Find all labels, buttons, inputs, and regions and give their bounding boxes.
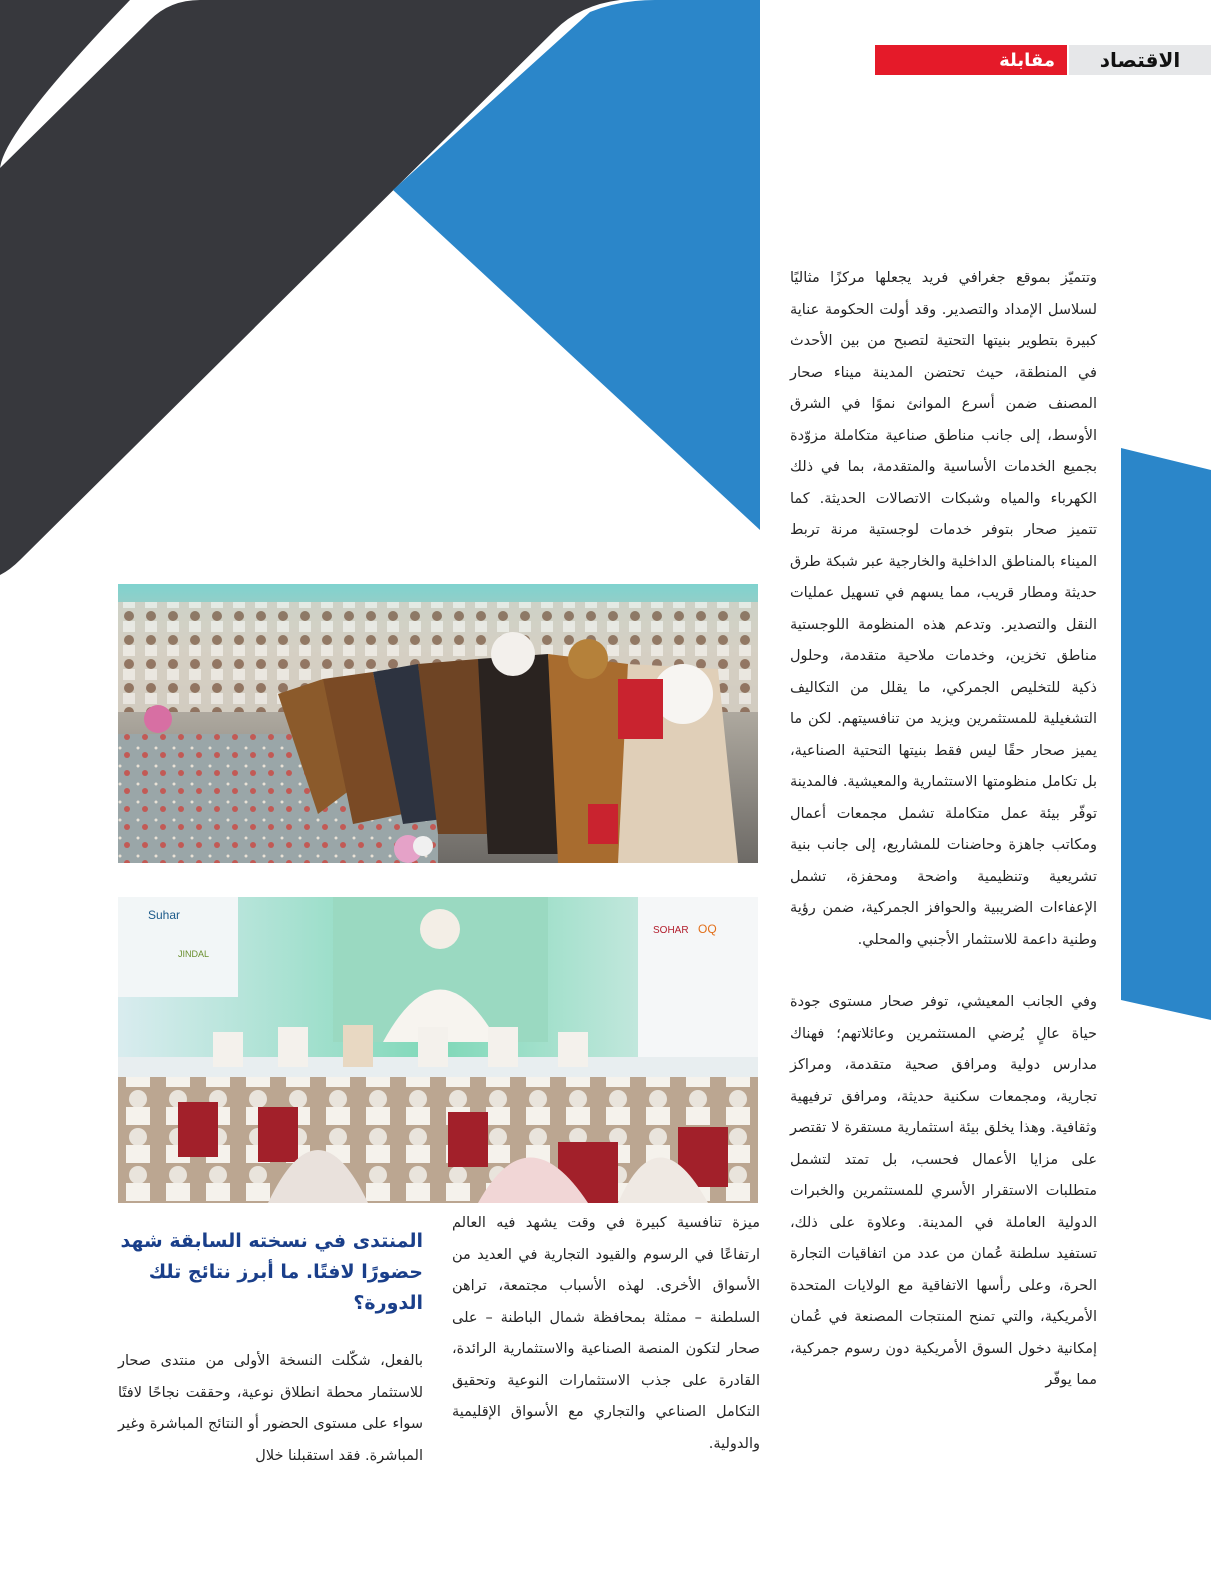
stage-screen-brand: Suhar <box>148 908 181 922</box>
right-column <box>790 263 1097 1428</box>
panel-photo <box>118 897 758 1203</box>
page-header <box>875 45 1211 75</box>
dark-chevron-band-main <box>0 0 620 575</box>
right-paragraph-1: وتتميّز بموقع جغرافي فريد يجعلها مركزًا مثاليًا لسلاسل الإمداد والتصدير. وقد أولت الحكومة عناية كبيرة بتطوير بنيتها التحتية لتصبح من بين الأحدث في المنطقة، حيث تحتضن المدينة ميناء صحار المصنف ضمن أسرع الموانئ نموًا في الشرق الأوسط، إلى جانب مناطق صناعية متكاملة مزوّدة بجميع الخدمات الأساسية والمتقدمة، بما في ذلك الكهرباء والمياه وشبكات الاتصالات الحديثة. كما تتميز صحار بتوفر خدمات لوجستية مرنة تربط الميناء بالمناطق الداخلية والخارجية عبر شبكة طرق حديثة ومطار قريب، مما يسهم في تسهيل عمليات النقل والتصدير. وتدعم هذه المنظومة اللوجستية مناطق تخزين، وخدمات ملاحية متقدمة، وحلول ذكية للتخليص الجمركي، ما يقلل من التكاليف التشغيلية للمستثمرين ويزيد من تنافسيتهم. لكن ما يميز صحار حقًا ليس فقط بنيتها التحتية الصناعية، بل تكامل منظومتها الاستثمارية والمعيشية. فالمدينة توفّر بيئة عمل متكاملة تشمل مجمعات أعمال ومكاتب جاهزة وحاضنات للمشاريع، إلى جانب بنية تشريعية وتنظيمية واضحة ومحفزة، تشمل الإعفاءات الضريبية والحوافز الجمركية، ضمن رؤية وطنية داعمة للاستثمار الأجنبي والمحلي. <box>790 270 1097 948</box>
blue-band <box>393 0 760 530</box>
middle-paragraph: ميزة تنافسية كبيرة في وقت يشهد فيه العالم ارتفاعًا في الرسوم والقيود التجارية في العديد من الأسواق الأخرى. لهذه الأسباب مجتمعة، تراهن السلطنة – ممثلة بمحافظة شمال الباطنة – على صحار لتكون المنصة الصناعية والاستثمارية الرائدة، القادرة على جذب الاستثمارات النوعية وتحقيق التكامل الصناعي والتجاري مع الأسواق الإقليمية والدولية. <box>452 1215 760 1452</box>
dark-chevron-band <box>0 0 130 170</box>
answer-paragraph: بالفعل، شكّلت النسخة الأولى من منتدى صحار للاستثمار محطة انطلاق نوعية، وحققت نجاحًا لافتًا سواء على مستوى الحضور أو النتائج المباشرة وغير المباشرة. فقد استقبلنا خلال <box>118 1353 423 1464</box>
magazine-logo: الاقتصاد <box>1067 45 1211 75</box>
sponsor-jindal: JINDAL <box>178 949 210 959</box>
sponsor-sohar: SOHAR <box>653 925 689 936</box>
audience-photo <box>118 584 758 863</box>
middle-column <box>452 1208 760 1491</box>
sponsor-oq: OQ <box>698 922 717 936</box>
section-label: مقابلة <box>875 45 1067 75</box>
blue-edge-wedge <box>1121 448 1211 1020</box>
right-paragraph-2: وفي الجانب المعيشي، توفر صحار مستوى جودة حياة عالٍ يُرضي المستثمرين وعائلاتهم؛ فهناك مدارس دولية ومرافق صحية متقدمة، ومراكز تجارية، ومجمعات سكنية حديثة، ومرافق ترفيهية وثقافية. وهذا يخلق بيئة استثمارية مستقرة لا تقتصر على مزايا الأعمال فحسب، بل تمتد لتشمل متطلبات الاستقرار الأسري للمستثمرين والخبرات الدولية العاملة في المدينة. وعلاوة على ذلك، تستفيد سلطنة عُمان من عدد من اتفاقيات التجارة الحرة، وعلى رأسها الاتفاقية مع الولايات المتحدة الأمريكية، والتي تمنح المنتجات المصنعة في عُمان إمكانية دخول السوق الأمريكية دون رسوم جمركية، مما يوفّر <box>790 994 1097 1388</box>
question-heading: المنتدى في نسخته السابقة شهد حضورًا لافتًا. ما أبرز نتائج تلك الدورة؟ <box>120 1230 423 1314</box>
